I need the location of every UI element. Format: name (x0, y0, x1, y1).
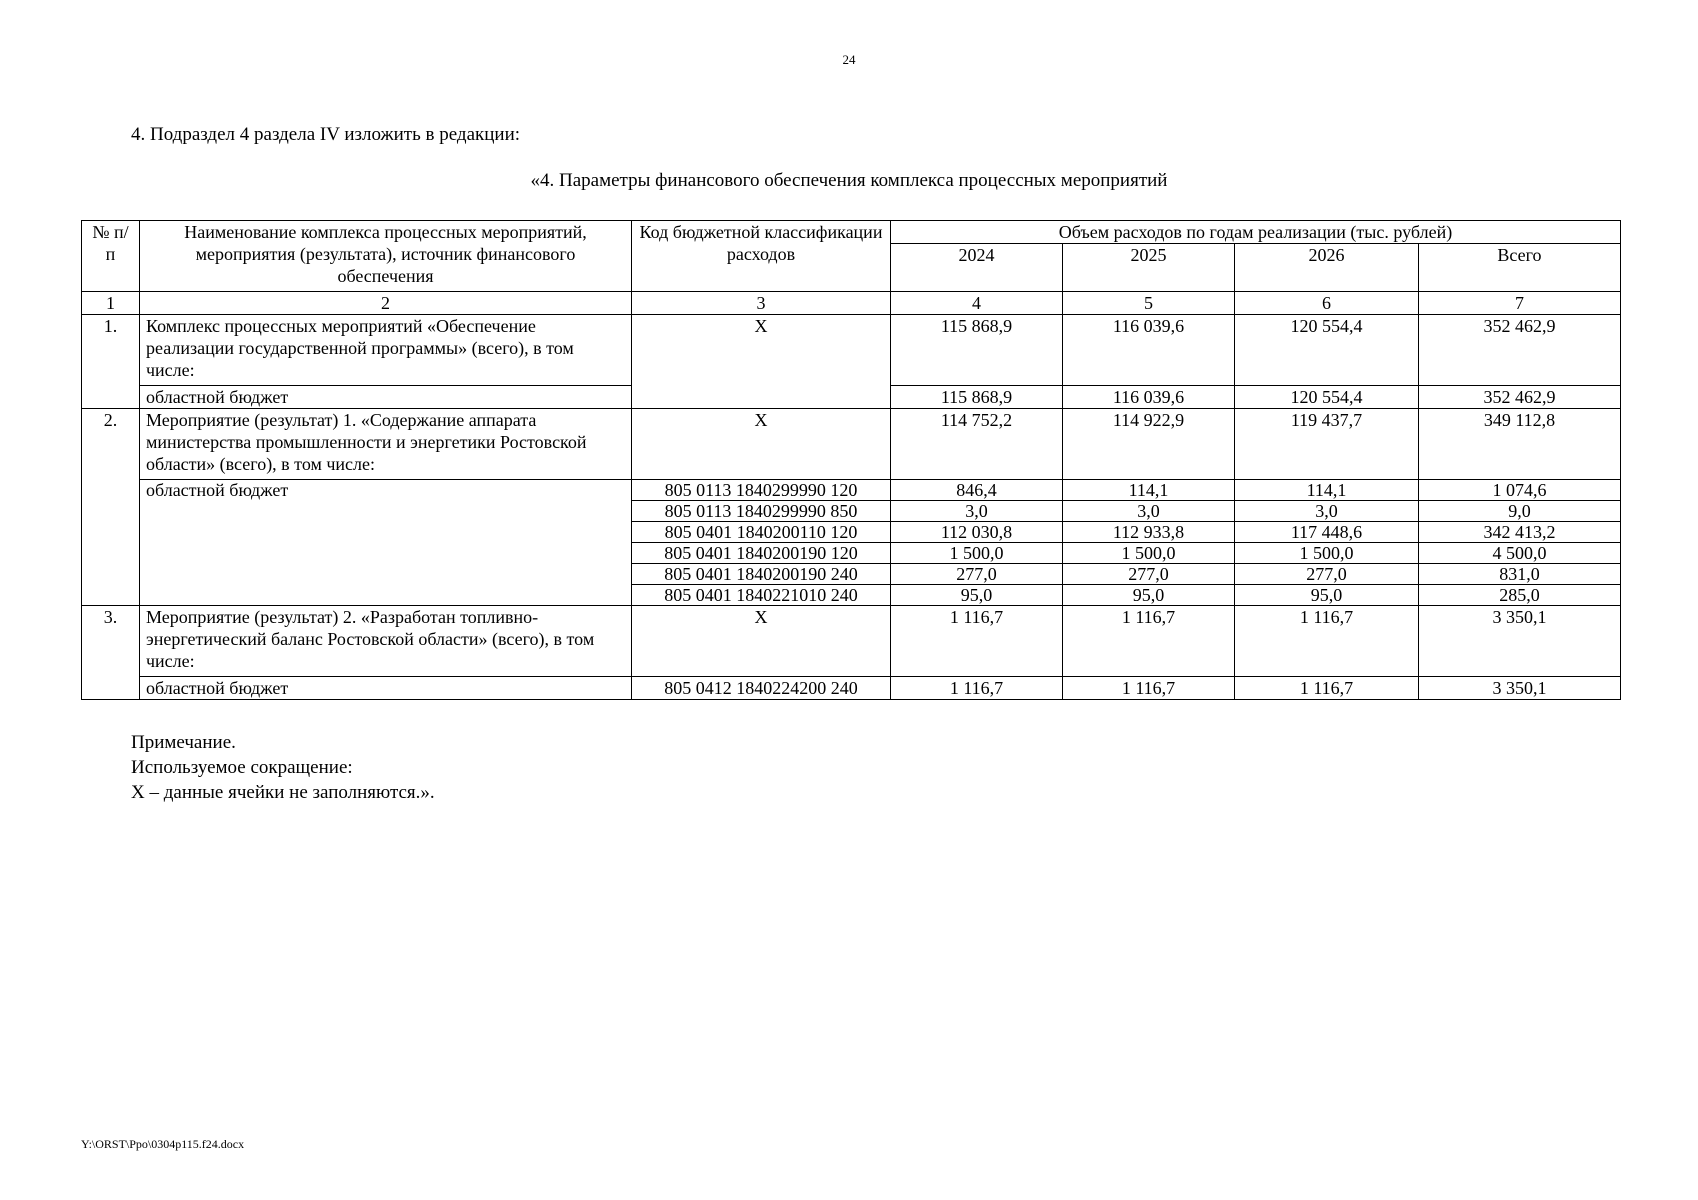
value-2026: 1 500,0 (1235, 543, 1419, 564)
file-path-footer: Y:\ORST\Ppo\0304p115.f24.docx (81, 1137, 245, 1151)
col-number: 5 (1063, 292, 1235, 315)
header-2024: 2024 (891, 244, 1063, 292)
budget-code: 805 0401 1840221010 240 (632, 585, 891, 606)
value-total: 1 074,6 (1419, 480, 1621, 501)
column-numbers-row (82, 292, 1621, 315)
value-2026: 277,0 (1235, 564, 1419, 585)
value-2024: 3,0 (891, 501, 1063, 522)
value-2024: 277,0 (891, 564, 1063, 585)
value-total: 352 462,9 (1419, 315, 1621, 386)
row-source: областной бюджет (140, 386, 632, 409)
table-header-row (82, 221, 1621, 244)
value-2025: 116 039,6 (1063, 315, 1235, 386)
value-2024: 115 868,9 (891, 315, 1063, 386)
row-code: X (632, 409, 891, 480)
value-total: 3 350,1 (1419, 677, 1621, 700)
financing-table (81, 220, 1621, 700)
value-2025: 114,1 (1063, 480, 1235, 501)
col-number: 2 (140, 292, 632, 315)
table-row (82, 315, 1621, 386)
value-2026: 117 448,6 (1235, 522, 1419, 543)
value-2025: 114 922,9 (1063, 409, 1235, 480)
value-2026: 1 116,7 (1235, 677, 1419, 700)
value-2024: 1 500,0 (891, 543, 1063, 564)
table-row (82, 677, 1621, 700)
note-title: Примечание. (131, 732, 236, 753)
note-line: X – данные ячейки не заполняются.». (131, 782, 435, 803)
value-2026: 3,0 (1235, 501, 1419, 522)
col-number: 7 (1419, 292, 1621, 315)
value-total: 285,0 (1419, 585, 1621, 606)
value-2026: 120 554,4 (1235, 315, 1419, 386)
table-row (82, 409, 1621, 480)
value-2026: 120 554,4 (1235, 386, 1419, 409)
value-2024: 112 030,8 (891, 522, 1063, 543)
value-2025: 95,0 (1063, 585, 1235, 606)
header-num: № п/п (82, 221, 140, 292)
value-total: 352 462,9 (1419, 386, 1621, 409)
row-name: Комплекс процессных мероприятий «Обеспечение реализации государственной программы» (всего), в том числе: (140, 315, 632, 386)
value-2024: 114 752,2 (891, 409, 1063, 480)
value-total: 349 112,8 (1419, 409, 1621, 480)
row-name: Мероприятие (результат) 1. «Содержание аппарата министерства промышленности и энергетики Ростовской области» (всего), в том числе: (140, 409, 632, 480)
row-num: 2. (82, 409, 140, 606)
value-2024: 1 116,7 (891, 606, 1063, 677)
value-2025: 116 039,6 (1063, 386, 1235, 409)
header-name: Наименование комплекса процессных мероприятий, мероприятия (результата), источник финансового обеспечения (140, 221, 632, 292)
table-row (82, 606, 1621, 677)
value-2025: 1 116,7 (1063, 606, 1235, 677)
row-source: областной бюджет (140, 480, 632, 606)
row-code: X (632, 315, 891, 409)
header-code: Код бюджетной классификации расходов (632, 221, 891, 292)
intro-text: 4. Подраздел 4 раздела IV изложить в редакции: (131, 124, 521, 145)
value-total: 831,0 (1419, 564, 1621, 585)
value-2025: 1 500,0 (1063, 543, 1235, 564)
row-num: 1. (82, 315, 140, 409)
table-title: «4. Параметры финансового обеспечения комплекса процессных мероприятий (530, 170, 1168, 191)
col-number: 3 (632, 292, 891, 315)
table-row (82, 480, 1621, 501)
budget-code: 805 0412 1840224200 240 (632, 677, 891, 700)
row-name: Мероприятие (результат) 2. «Разработан топливно-энергетический баланс Ростовской области» (всего), в том числе: (140, 606, 632, 677)
value-2025: 1 116,7 (1063, 677, 1235, 700)
row-num: 3. (82, 606, 140, 700)
value-2024: 95,0 (891, 585, 1063, 606)
budget-code: 805 0113 1840299990 120 (632, 480, 891, 501)
note-block (131, 730, 435, 805)
row-source: областной бюджет (140, 677, 632, 700)
col-number: 6 (1235, 292, 1419, 315)
value-total: 9,0 (1419, 501, 1621, 522)
value-2024: 115 868,9 (891, 386, 1063, 409)
page-number: 24 (842, 52, 856, 67)
value-2025: 112 933,8 (1063, 522, 1235, 543)
header-2026: 2026 (1235, 244, 1419, 292)
budget-code: 805 0401 1840200110 120 (632, 522, 891, 543)
budget-code: 805 0401 1840200190 120 (632, 543, 891, 564)
header-volume: Объем расходов по годам реализации (тыс. рублей) (891, 221, 1621, 244)
header-total: Всего (1419, 244, 1621, 292)
note-line: Используемое сокращение: (131, 757, 353, 778)
value-2024: 846,4 (891, 480, 1063, 501)
value-2024: 1 116,7 (891, 677, 1063, 700)
row-code: X (632, 606, 891, 677)
value-2025: 277,0 (1063, 564, 1235, 585)
value-total: 4 500,0 (1419, 543, 1621, 564)
value-2026: 95,0 (1235, 585, 1419, 606)
value-total: 342 413,2 (1419, 522, 1621, 543)
value-total: 3 350,1 (1419, 606, 1621, 677)
value-2025: 3,0 (1063, 501, 1235, 522)
value-2026: 1 116,7 (1235, 606, 1419, 677)
value-2026: 119 437,7 (1235, 409, 1419, 480)
budget-code: 805 0401 1840200190 240 (632, 564, 891, 585)
col-number: 4 (891, 292, 1063, 315)
budget-code: 805 0113 1840299990 850 (632, 501, 891, 522)
value-2026: 114,1 (1235, 480, 1419, 501)
header-2025: 2025 (1063, 244, 1235, 292)
col-number: 1 (82, 292, 140, 315)
